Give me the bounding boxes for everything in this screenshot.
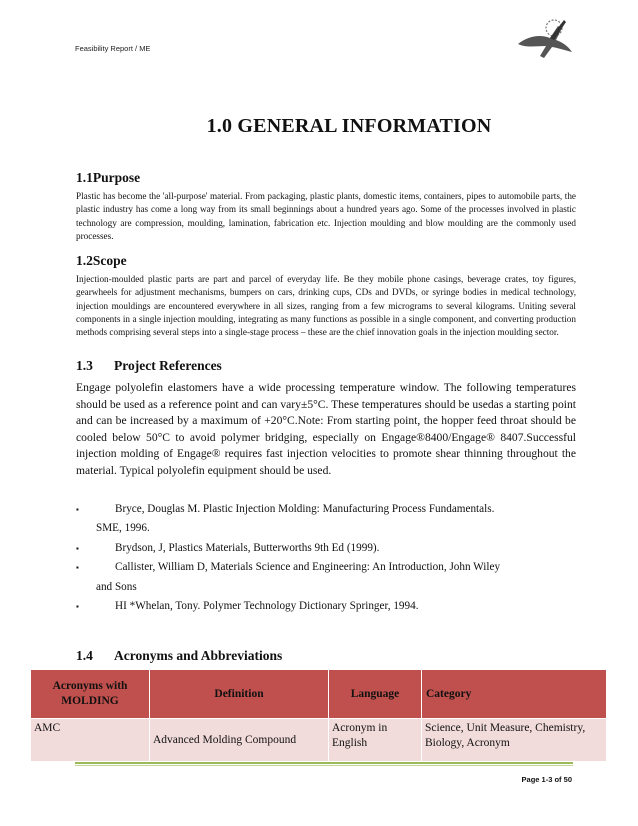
- references-title: Project References: [114, 358, 222, 373]
- purpose-text: Plastic has become the 'all-purpose' material. From packaging, plastic plants, domestic items, containers, pipes to automobile parts, the plastic industry has come a long way from its small beginnings about a hundred years ago. Some of the processes involved in plastic technology are compression, moulding, lamination, fabrication etc. Injection moulding and blow moulding are the commonly used processes.: [76, 191, 576, 241]
- table-header-cell: Category: [422, 670, 607, 719]
- bullet-icon: ▪: [76, 563, 79, 573]
- reference-item: [76, 500, 576, 539]
- reference-item: [76, 597, 576, 616]
- table-header-cell: Acronyms with MOLDING: [31, 670, 150, 719]
- footer-rule: [75, 762, 573, 764]
- scope-heading: 1.2Scope: [76, 253, 127, 268]
- footer-rule-thin: [75, 765, 573, 766]
- bullet-icon: ▪: [76, 602, 79, 612]
- references-heading: [76, 358, 222, 374]
- reference-line: Brydson, J, Plastics Materials, Butterworths 9th Ed (1999).: [115, 541, 380, 554]
- table-row: [31, 719, 607, 762]
- reference-item: [76, 539, 576, 558]
- scope-text: Injection-moulded plastic parts are part and parcel of everyday life. Be they mobile phone casings, beverage crates, toy figures, gearwheels for adjustment mechanisms, bumpers on cars, drinking cups, CDs and DVDs, or syringe bodies in medical technology, injection mouldings are encountered everywhere in all sizes, ranging from a few micrograms to several kilograms. Uniting several components in a single injection moulding, integrating as many functions as possible in a single component, and converting production methods comprising several steps into a single-stage process – these are the chief innovation goals in the injection moulding sector.: [76, 274, 576, 338]
- acronyms-title: Acronyms and Abbreviations: [114, 648, 283, 663]
- reference-item: [76, 558, 576, 597]
- reference-line: Bryce, Douglas M. Plastic Injection Molding: Manufacturing Process Fundamentals.: [115, 503, 495, 515]
- reference-continuation: SME, 1996.: [96, 522, 150, 535]
- eagle-logo-icon: [514, 14, 576, 64]
- references-number: 1.3: [76, 358, 93, 373]
- table-cell: Advanced Molding Compound: [150, 719, 329, 762]
- references-text: Engage polyolefin elastomers have a wide processing temperature window. The following temperatures should be used as a reference point and can vary±5°C. These temperatures should be usedas a starting point and can be increased by a maximum of +20°C.Note: From starting point, the hopper feed throat should be cooled below 50°C to avoid polymer bridging, especially on Engage®8400/Engage® 8407.Successful injection molding of Engage® requires fast injection velocities to promote shear thinning throughout the material. Typical polyolefin equipment should be used.: [76, 381, 576, 477]
- table-cell: AMC: [31, 719, 150, 762]
- reference-line: HI *Whelan, Tony. Polymer Technology Dictionary Springer, 1994.: [115, 600, 419, 613]
- bullet-icon: ▪: [76, 505, 79, 514]
- table-header-cell: Language: [329, 670, 422, 719]
- page-title: 1.0 GENERAL INFORMATION: [206, 115, 492, 137]
- table-cell: Science, Unit Measure, Chemistry, Biology, Acronym: [422, 719, 607, 762]
- reference-line: Callister, William D, Materials Science and Engineering: An Introduction, John Wiley: [115, 561, 501, 574]
- reference-list: [76, 500, 576, 616]
- table-header-row: [31, 670, 607, 719]
- page-number: Page 1-3 of 50: [521, 775, 572, 784]
- table-header-cell: Definition: [150, 670, 329, 719]
- table-cell: Acronym in English: [329, 719, 422, 762]
- header-text: Feasibility Report / ME: [75, 44, 151, 53]
- bullet-icon: ▪: [76, 543, 79, 553]
- acronyms-heading: [76, 648, 282, 664]
- reference-continuation: and Sons: [96, 580, 137, 593]
- acronyms-table: [30, 669, 607, 762]
- acronyms-number: 1.4: [76, 648, 93, 663]
- purpose-heading: 1.1Purpose: [76, 170, 141, 185]
